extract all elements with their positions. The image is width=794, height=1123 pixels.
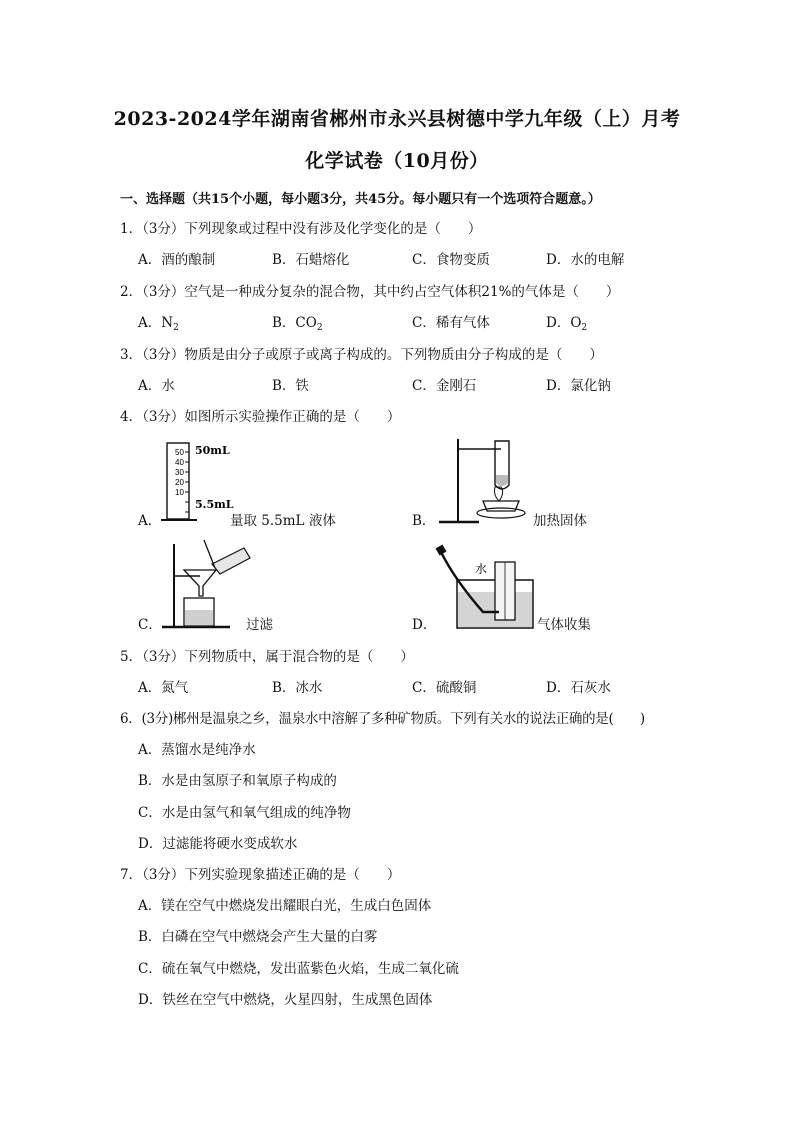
graduated-cylinder-figure [155,438,235,528]
q2-option-a: A．$N_2$ [138,315,179,333]
question-2-stem: 2．（3分）空气是一种成分复杂的混合物，其中约占空气体积21%的气体是（ ） [120,284,620,300]
q4-option-c-caption: 过滤 [246,617,273,633]
q6-option-c: C．水是由氢气和氧气组成的纯净物 [138,805,351,821]
tick-30: 30 [175,468,184,477]
q2-option-d: D．$O_2$ [546,315,588,333]
q3-option-a: A．水 [138,378,175,394]
cylinder-capacity-label: 50mL [195,444,230,457]
q3-option-d: D．氯化钠 [546,378,611,394]
tick-20: 20 [175,478,184,487]
q6-option-a: A．蒸馏水是纯净水 [138,742,256,758]
q6-option-d: D．过滤能将硬水变成软水 [138,836,298,852]
q5-option-d: D．石灰水 [546,680,611,696]
q1-option-b: B．石蜡熔化 [272,252,350,268]
filtration-figure [160,540,255,635]
q7-option-c: C．硫在氧气中燃烧，发出蓝紫色火焰，生成二氧化硫 [138,961,459,977]
q5-option-c: C．硫酸铜 [412,680,477,696]
q4-option-a-letter: A． [138,513,162,529]
tick-10: 10 [175,488,184,497]
q5-option-a: A．氮气 [138,680,189,696]
q4-option-a-caption: 量取 5.5mL 液体 [230,513,336,529]
q4-option-c-letter: C． [138,617,162,633]
question-3-stem: 3．（3分）物质是由分子或原子或离子构成的。下列物质由分子构成的是（ ） [120,347,603,363]
q7-option-b: B．白磷在空气中燃烧会产生大量的白雾 [138,929,378,945]
q4-option-d-caption: 气体收集 [537,617,591,633]
question-7-stem: 7．（3分）下列实验现象描述正确的是（ ） [120,867,401,883]
cylinder-reading-label: 5.5mL [195,498,234,511]
q1-option-c: C．食物变质 [412,252,490,268]
q1-option-d: D．水的电解 [546,252,625,268]
question-6-stem: 6．(3分)郴州是温泉之乡，温泉水中溶解了多种矿物质。下列有关水的说法正确的是( ) [120,711,645,727]
q2-option-c: C．稀有气体 [412,315,490,331]
q5-option-b: B．冰水 [272,680,323,696]
question-5-stem: 5．（3分）下列物质中，属于混合物的是（ ） [120,649,414,665]
question-1-stem: 1．（3分）下列现象或过程中没有涉及化学变化的是（ ） [120,221,482,237]
q4-option-b-letter: B． [412,513,436,529]
tick-50: 50 [175,448,184,457]
water-label: 水 [475,562,488,576]
paper-title-line2: 化学试卷（10月份） [305,150,489,172]
tick-40: 40 [175,458,184,467]
q3-option-b: B．铁 [272,378,309,394]
paper-title-line1: 2023-2024学年湖南省郴州市永兴县树德中学九年级（上）月考 [113,108,681,130]
q4-option-d-letter: D． [412,617,437,633]
q6-option-b: B．水是由氢原子和氧原子构成的 [138,773,337,789]
heating-solid-figure [435,435,535,525]
q2-option-b: B．$CO_2$ [272,315,323,333]
q1-option-a: A．酒的酿制 [138,252,216,268]
q7-option-d: D．铁丝在空气中燃烧，火星四射，生成黑色固体 [138,992,433,1008]
question-4-stem: 4．（3分）如图所示实验操作正确的是（ ） [120,409,401,425]
q4-option-b-caption: 加热固体 [533,513,587,529]
section-header: 一、选择题（共15个小题，每小题3分，共45分。每小题只有一个选项符合题意。） [120,192,601,207]
q7-option-a: A．镁在空气中燃烧发出耀眼白光，生成白色固体 [138,898,432,914]
q3-option-c: C．金刚石 [412,378,477,394]
gas-collection-figure [435,540,545,635]
